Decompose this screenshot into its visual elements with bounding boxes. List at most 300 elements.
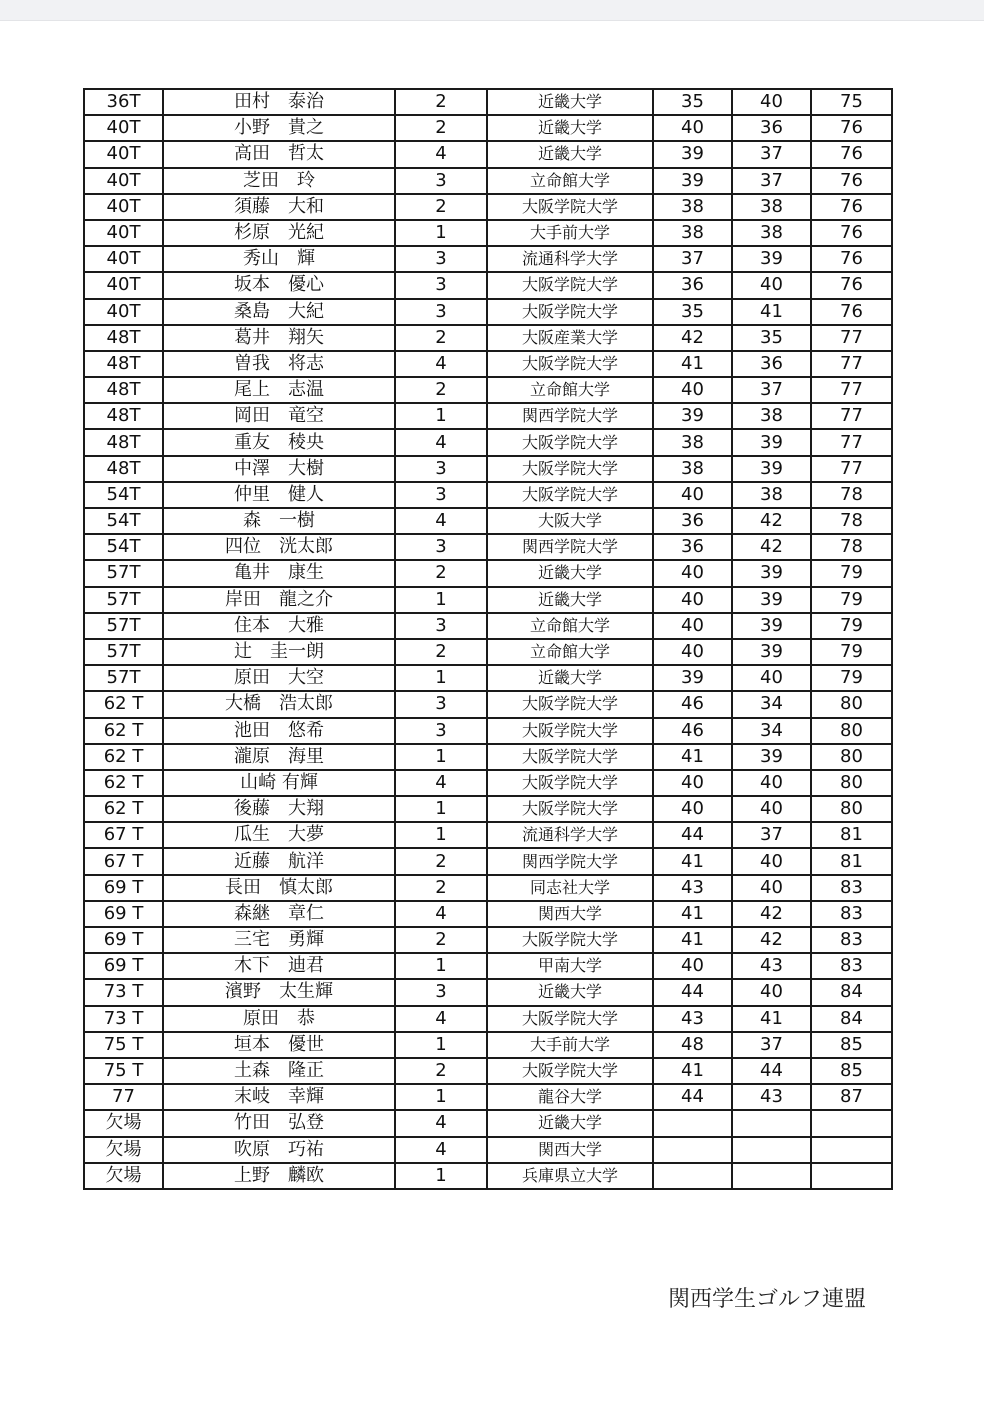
player-name-cell: 尾上 志温 [163, 377, 395, 403]
total-score-cell [811, 1110, 892, 1136]
player-name-cell: 岡田 竜空 [163, 403, 395, 429]
table-row [84, 456, 892, 482]
out-score-cell: 36 [653, 534, 732, 560]
player-name-cell: 土森 隆正 [163, 1058, 395, 1084]
school-cell: 近畿大学 [487, 560, 653, 586]
total-score-cell: 87 [811, 1084, 892, 1110]
school-cell: 立命館大学 [487, 613, 653, 639]
school-cell: 大阪学院大学 [487, 351, 653, 377]
out-score-cell: 40 [653, 482, 732, 508]
rank-cell: 48T [84, 429, 163, 455]
in-score-cell: 42 [732, 534, 811, 560]
total-score-cell: 83 [811, 875, 892, 901]
table-row [84, 482, 892, 508]
school-cell: 大阪学院大学 [487, 770, 653, 796]
year-cell: 1 [395, 1163, 487, 1189]
school-cell: 大阪学院大学 [487, 1006, 653, 1032]
total-score-cell [811, 1137, 892, 1163]
in-score-cell: 43 [732, 953, 811, 979]
player-name-cell: 瀧原 海里 [163, 744, 395, 770]
player-name-cell: 原田 大空 [163, 665, 395, 691]
out-score-cell: 40 [653, 613, 732, 639]
rank-cell: 48T [84, 325, 163, 351]
year-cell: 2 [395, 1058, 487, 1084]
total-score-cell: 76 [811, 115, 892, 141]
out-score-cell: 42 [653, 325, 732, 351]
out-score-cell: 41 [653, 927, 732, 953]
in-score-cell: 40 [732, 272, 811, 298]
player-name-cell: 吹原 巧祐 [163, 1137, 395, 1163]
year-cell: 2 [395, 639, 487, 665]
in-score-cell: 41 [732, 1006, 811, 1032]
total-score-cell: 79 [811, 639, 892, 665]
table-row [84, 665, 892, 691]
player-name-cell: 木下 迪君 [163, 953, 395, 979]
out-score-cell: 35 [653, 89, 732, 115]
rank-cell: 40T [84, 168, 163, 194]
player-name-cell: 近藤 航洋 [163, 848, 395, 874]
table-row [84, 927, 892, 953]
player-name-cell: 後藤 大翔 [163, 796, 395, 822]
table-row [84, 560, 892, 586]
table-row [84, 220, 892, 246]
player-name-cell: 田村 泰治 [163, 89, 395, 115]
out-score-cell: 38 [653, 220, 732, 246]
year-cell: 2 [395, 560, 487, 586]
rank-cell: 73 T [84, 1006, 163, 1032]
rank-cell: 40T [84, 220, 163, 246]
out-score-cell: 38 [653, 456, 732, 482]
player-name-cell: 辻 圭一朗 [163, 639, 395, 665]
in-score-cell: 39 [732, 429, 811, 455]
in-score-cell: 38 [732, 220, 811, 246]
school-cell: 大阪産業大学 [487, 325, 653, 351]
player-name-cell: 大橋 浩太郎 [163, 691, 395, 717]
in-score-cell [732, 1110, 811, 1136]
total-score-cell: 78 [811, 482, 892, 508]
year-cell: 1 [395, 1084, 487, 1110]
total-score-cell: 77 [811, 429, 892, 455]
table-row [84, 89, 892, 115]
player-name-cell: 須藤 大和 [163, 194, 395, 220]
total-score-cell: 80 [811, 770, 892, 796]
year-cell: 4 [395, 429, 487, 455]
player-name-cell: 山崎 有輝 [163, 770, 395, 796]
table-row [84, 1058, 892, 1084]
table-row [84, 325, 892, 351]
school-cell: 流通科学大学 [487, 822, 653, 848]
total-score-cell: 79 [811, 665, 892, 691]
table-row [84, 770, 892, 796]
rank-cell: 69 T [84, 875, 163, 901]
table-row [84, 822, 892, 848]
player-name-cell: 桑島 大紀 [163, 299, 395, 325]
out-score-cell: 44 [653, 822, 732, 848]
rank-cell: 40T [84, 299, 163, 325]
total-score-cell: 83 [811, 927, 892, 953]
in-score-cell: 42 [732, 901, 811, 927]
viewer-top-band [0, 0, 984, 21]
year-cell: 4 [395, 351, 487, 377]
school-cell: 立命館大学 [487, 168, 653, 194]
total-score-cell: 75 [811, 89, 892, 115]
out-score-cell: 40 [653, 639, 732, 665]
rank-cell: 62 T [84, 796, 163, 822]
out-score-cell: 44 [653, 1084, 732, 1110]
table-row [84, 115, 892, 141]
total-score-cell: 76 [811, 272, 892, 298]
in-score-cell: 40 [732, 979, 811, 1005]
rank-cell: 62 T [84, 744, 163, 770]
table-row [84, 1032, 892, 1058]
player-name-cell: 垣本 優世 [163, 1032, 395, 1058]
year-cell: 3 [395, 482, 487, 508]
rank-cell: 40T [84, 194, 163, 220]
table-row [84, 1084, 892, 1110]
in-score-cell: 42 [732, 927, 811, 953]
school-cell: 立命館大学 [487, 639, 653, 665]
school-cell: 関西学院大学 [487, 534, 653, 560]
school-cell: 甲南大学 [487, 953, 653, 979]
school-cell: 大阪大学 [487, 508, 653, 534]
rank-cell: 48T [84, 351, 163, 377]
in-score-cell: 40 [732, 770, 811, 796]
school-cell: 大阪学院大学 [487, 482, 653, 508]
out-score-cell: 40 [653, 796, 732, 822]
year-cell: 2 [395, 194, 487, 220]
in-score-cell: 36 [732, 351, 811, 377]
rank-cell: 54T [84, 482, 163, 508]
total-score-cell: 84 [811, 979, 892, 1005]
year-cell: 3 [395, 272, 487, 298]
rank-cell: 欠場 [84, 1110, 163, 1136]
out-score-cell: 40 [653, 587, 732, 613]
school-cell: 関西大学 [487, 901, 653, 927]
in-score-cell: 37 [732, 1032, 811, 1058]
school-cell: 近畿大学 [487, 89, 653, 115]
player-name-cell: 秀山 輝 [163, 246, 395, 272]
table-row [84, 901, 892, 927]
total-score-cell [811, 1163, 892, 1189]
player-name-cell: 亀井 康生 [163, 560, 395, 586]
year-cell: 4 [395, 770, 487, 796]
year-cell: 4 [395, 141, 487, 167]
school-cell: 近畿大学 [487, 979, 653, 1005]
table-row [84, 246, 892, 272]
year-cell: 3 [395, 456, 487, 482]
in-score-cell: 39 [732, 246, 811, 272]
rank-cell: 40T [84, 246, 163, 272]
player-name-cell: 重友 稜央 [163, 429, 395, 455]
rank-cell: 48T [84, 403, 163, 429]
in-score-cell: 38 [732, 482, 811, 508]
total-score-cell: 78 [811, 508, 892, 534]
in-score-cell: 40 [732, 796, 811, 822]
school-cell: 大阪学院大学 [487, 796, 653, 822]
total-score-cell: 79 [811, 613, 892, 639]
in-score-cell: 34 [732, 718, 811, 744]
total-score-cell: 81 [811, 848, 892, 874]
out-score-cell [653, 1110, 732, 1136]
table-row [84, 953, 892, 979]
table-row [84, 1006, 892, 1032]
in-score-cell: 39 [732, 744, 811, 770]
total-score-cell: 77 [811, 377, 892, 403]
rank-cell: 欠場 [84, 1137, 163, 1163]
table-row [84, 194, 892, 220]
year-cell: 3 [395, 691, 487, 717]
school-cell: 大阪学院大学 [487, 194, 653, 220]
out-score-cell: 46 [653, 691, 732, 717]
school-cell: 大阪学院大学 [487, 744, 653, 770]
table-row [84, 168, 892, 194]
school-cell: 大手前大学 [487, 1032, 653, 1058]
year-cell: 1 [395, 1032, 487, 1058]
rank-cell: 62 T [84, 770, 163, 796]
table-row [84, 744, 892, 770]
player-name-cell: 住本 大雅 [163, 613, 395, 639]
table-row [84, 1163, 892, 1189]
in-score-cell: 40 [732, 875, 811, 901]
out-score-cell: 40 [653, 770, 732, 796]
rank-cell: 48T [84, 456, 163, 482]
table-row [84, 718, 892, 744]
in-score-cell: 39 [732, 456, 811, 482]
in-score-cell: 37 [732, 377, 811, 403]
rank-cell: 62 T [84, 691, 163, 717]
out-score-cell: 41 [653, 901, 732, 927]
total-score-cell: 76 [811, 168, 892, 194]
table-row [84, 1137, 892, 1163]
total-score-cell: 80 [811, 718, 892, 744]
out-score-cell: 40 [653, 377, 732, 403]
year-cell: 2 [395, 927, 487, 953]
school-cell: 近畿大学 [487, 115, 653, 141]
total-score-cell: 85 [811, 1058, 892, 1084]
year-cell: 4 [395, 1006, 487, 1032]
total-score-cell: 80 [811, 691, 892, 717]
rank-cell: 77 [84, 1084, 163, 1110]
school-cell: 同志社大学 [487, 875, 653, 901]
school-cell: 関西大学 [487, 1137, 653, 1163]
table-row [84, 796, 892, 822]
year-cell: 4 [395, 901, 487, 927]
rank-cell: 57T [84, 613, 163, 639]
total-score-cell: 78 [811, 534, 892, 560]
school-cell: 龍谷大学 [487, 1084, 653, 1110]
year-cell: 1 [395, 744, 487, 770]
total-score-cell: 77 [811, 325, 892, 351]
out-score-cell: 38 [653, 429, 732, 455]
rank-cell: 48T [84, 377, 163, 403]
year-cell: 1 [395, 220, 487, 246]
in-score-cell: 37 [732, 822, 811, 848]
year-cell: 3 [395, 246, 487, 272]
player-name-cell: 濱野 太生輝 [163, 979, 395, 1005]
year-cell: 4 [395, 1137, 487, 1163]
year-cell: 3 [395, 168, 487, 194]
rank-cell: 54T [84, 508, 163, 534]
player-name-cell: 曽我 将志 [163, 351, 395, 377]
year-cell: 1 [395, 796, 487, 822]
year-cell: 2 [395, 325, 487, 351]
out-score-cell: 39 [653, 665, 732, 691]
out-score-cell: 48 [653, 1032, 732, 1058]
total-score-cell: 83 [811, 953, 892, 979]
out-score-cell: 40 [653, 115, 732, 141]
total-score-cell: 76 [811, 246, 892, 272]
total-score-cell: 83 [811, 901, 892, 927]
year-cell: 4 [395, 1110, 487, 1136]
rank-cell: 40T [84, 115, 163, 141]
table-row [84, 508, 892, 534]
school-cell: 兵庫県立大学 [487, 1163, 653, 1189]
player-name-cell: 原田 恭 [163, 1006, 395, 1032]
school-cell: 近畿大学 [487, 665, 653, 691]
total-score-cell: 79 [811, 560, 892, 586]
table-row [84, 587, 892, 613]
table-row [84, 979, 892, 1005]
results-table [83, 88, 893, 1190]
total-score-cell: 77 [811, 403, 892, 429]
player-name-cell: 上野 麟欧 [163, 1163, 395, 1189]
year-cell: 1 [395, 822, 487, 848]
player-name-cell: 小野 貴之 [163, 115, 395, 141]
in-score-cell: 39 [732, 587, 811, 613]
out-score-cell: 39 [653, 168, 732, 194]
total-score-cell: 80 [811, 744, 892, 770]
table-row [84, 848, 892, 874]
year-cell: 2 [395, 848, 487, 874]
out-score-cell: 41 [653, 351, 732, 377]
in-score-cell: 39 [732, 613, 811, 639]
school-cell: 近畿大学 [487, 587, 653, 613]
year-cell: 3 [395, 613, 487, 639]
total-score-cell: 81 [811, 822, 892, 848]
total-score-cell: 85 [811, 1032, 892, 1058]
in-score-cell: 42 [732, 508, 811, 534]
rank-cell: 57T [84, 560, 163, 586]
out-score-cell: 41 [653, 744, 732, 770]
school-cell: 大阪学院大学 [487, 718, 653, 744]
school-cell: 大阪学院大学 [487, 429, 653, 455]
rank-cell: 57T [84, 639, 163, 665]
school-cell: 大阪学院大学 [487, 299, 653, 325]
out-score-cell: 41 [653, 1058, 732, 1084]
rank-cell: 75 T [84, 1058, 163, 1084]
total-score-cell: 77 [811, 456, 892, 482]
out-score-cell: 43 [653, 875, 732, 901]
in-score-cell: 38 [732, 403, 811, 429]
rank-cell: 69 T [84, 901, 163, 927]
rank-cell: 75 T [84, 1032, 163, 1058]
table-row [84, 272, 892, 298]
total-score-cell: 77 [811, 351, 892, 377]
in-score-cell: 44 [732, 1058, 811, 1084]
total-score-cell: 80 [811, 796, 892, 822]
player-name-cell: 中澤 大樹 [163, 456, 395, 482]
in-score-cell: 40 [732, 89, 811, 115]
out-score-cell: 41 [653, 848, 732, 874]
in-score-cell: 41 [732, 299, 811, 325]
out-score-cell: 36 [653, 508, 732, 534]
school-cell: 大阪学院大学 [487, 691, 653, 717]
year-cell: 1 [395, 587, 487, 613]
year-cell: 2 [395, 89, 487, 115]
in-score-cell: 35 [732, 325, 811, 351]
year-cell: 4 [395, 508, 487, 534]
player-name-cell: 坂本 優心 [163, 272, 395, 298]
in-score-cell: 39 [732, 639, 811, 665]
school-cell: 関西学院大学 [487, 403, 653, 429]
in-score-cell: 38 [732, 194, 811, 220]
out-score-cell: 36 [653, 272, 732, 298]
in-score-cell: 37 [732, 168, 811, 194]
out-score-cell: 37 [653, 246, 732, 272]
table-row [84, 377, 892, 403]
out-score-cell [653, 1163, 732, 1189]
school-cell: 大手前大学 [487, 220, 653, 246]
rank-cell: 57T [84, 665, 163, 691]
year-cell: 1 [395, 403, 487, 429]
in-score-cell [732, 1163, 811, 1189]
year-cell: 3 [395, 979, 487, 1005]
school-cell: 近畿大学 [487, 141, 653, 167]
school-cell: 大阪学院大学 [487, 927, 653, 953]
player-name-cell: 四位 洸太郎 [163, 534, 395, 560]
player-name-cell: 岸田 龍之介 [163, 587, 395, 613]
table-row [84, 351, 892, 377]
school-cell: 大阪学院大学 [487, 456, 653, 482]
rank-cell: 40T [84, 141, 163, 167]
player-name-cell: 仲里 健人 [163, 482, 395, 508]
out-score-cell: 39 [653, 403, 732, 429]
total-score-cell: 76 [811, 194, 892, 220]
rank-cell: 57T [84, 587, 163, 613]
player-name-cell: 森継 章仁 [163, 901, 395, 927]
school-cell: 流通科学大学 [487, 246, 653, 272]
results-body [84, 89, 892, 1189]
player-name-cell: 高田 哲太 [163, 141, 395, 167]
table-row [84, 429, 892, 455]
out-score-cell: 40 [653, 953, 732, 979]
rank-cell: 62 T [84, 718, 163, 744]
in-score-cell: 43 [732, 1084, 811, 1110]
school-cell: 近畿大学 [487, 1110, 653, 1136]
player-name-cell: 末岐 幸輝 [163, 1084, 395, 1110]
rank-cell: 69 T [84, 953, 163, 979]
out-score-cell: 40 [653, 560, 732, 586]
in-score-cell: 39 [732, 560, 811, 586]
out-score-cell: 35 [653, 299, 732, 325]
table-row [84, 875, 892, 901]
rank-cell: 73 T [84, 979, 163, 1005]
table-row [84, 613, 892, 639]
organization-name: 関西学生ゴルフ連盟 [668, 1287, 867, 1312]
year-cell: 2 [395, 875, 487, 901]
total-score-cell: 84 [811, 1006, 892, 1032]
in-score-cell: 36 [732, 115, 811, 141]
year-cell: 3 [395, 718, 487, 744]
school-cell: 大阪学院大学 [487, 272, 653, 298]
player-name-cell: 三宅 勇輝 [163, 927, 395, 953]
in-score-cell: 37 [732, 141, 811, 167]
year-cell: 3 [395, 534, 487, 560]
player-name-cell: 竹田 弘登 [163, 1110, 395, 1136]
in-score-cell [732, 1137, 811, 1163]
out-score-cell: 43 [653, 1006, 732, 1032]
out-score-cell: 39 [653, 141, 732, 167]
